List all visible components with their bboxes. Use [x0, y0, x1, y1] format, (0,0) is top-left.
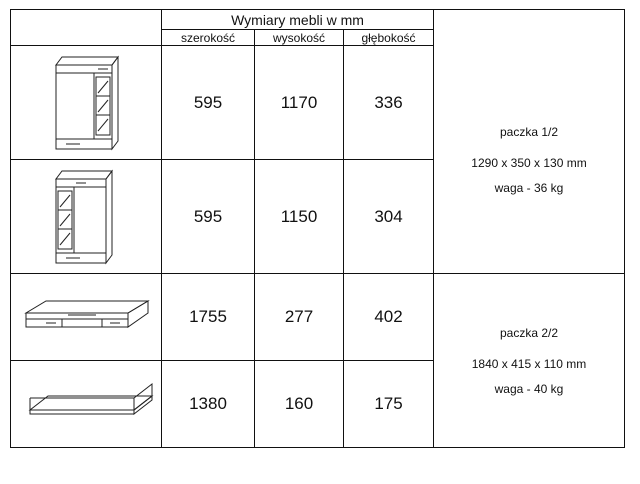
row2-width: 595 — [193, 206, 223, 226]
package-2-info — [434, 274, 624, 447]
package-1-dims: 1290 x 350 x 130 mm — [471, 155, 587, 170]
column-header-width: szerokość — [180, 30, 236, 45]
column-header-height: wysokość — [272, 30, 325, 45]
wall-shelf-drawing — [11, 361, 161, 447]
package-2-dims: 1840 x 415 x 110 mm — [471, 356, 587, 371]
row4-height: 160 — [284, 394, 314, 413]
column-header-depth: głębokość — [361, 30, 416, 45]
row2-height: 1150 — [280, 206, 318, 226]
table-title: Wymiary mebli w mm — [231, 11, 364, 28]
row4-width: 1380 — [189, 394, 227, 413]
row1-depth: 336 — [374, 92, 403, 112]
row3-height: 277 — [284, 307, 314, 326]
package-1-label: paczka 1/2 — [499, 124, 559, 139]
row3-depth: 402 — [374, 307, 403, 326]
row2-depth: 304 — [374, 206, 403, 226]
package-1-info — [434, 46, 624, 273]
row4-depth: 175 — [374, 394, 403, 413]
tv-stand-drawing — [11, 274, 161, 360]
row1-width: 595 — [193, 92, 223, 112]
package-2-weight: waga - 40 kg — [494, 381, 564, 396]
cabinet-right-glass-drawing — [11, 46, 161, 159]
row3-width: 1755 — [189, 307, 227, 326]
package-2-label: paczka 2/2 — [499, 325, 559, 340]
cabinet-icon — [46, 167, 126, 267]
dimensions-table — [10, 9, 625, 448]
shelf-icon — [16, 374, 156, 434]
cabinet-icon — [46, 53, 126, 153]
row1-height: 1170 — [280, 92, 318, 112]
tv-stand-icon — [16, 287, 156, 347]
package-1-weight: waga - 36 kg — [494, 180, 564, 195]
cabinet-left-glass-drawing — [11, 160, 161, 273]
